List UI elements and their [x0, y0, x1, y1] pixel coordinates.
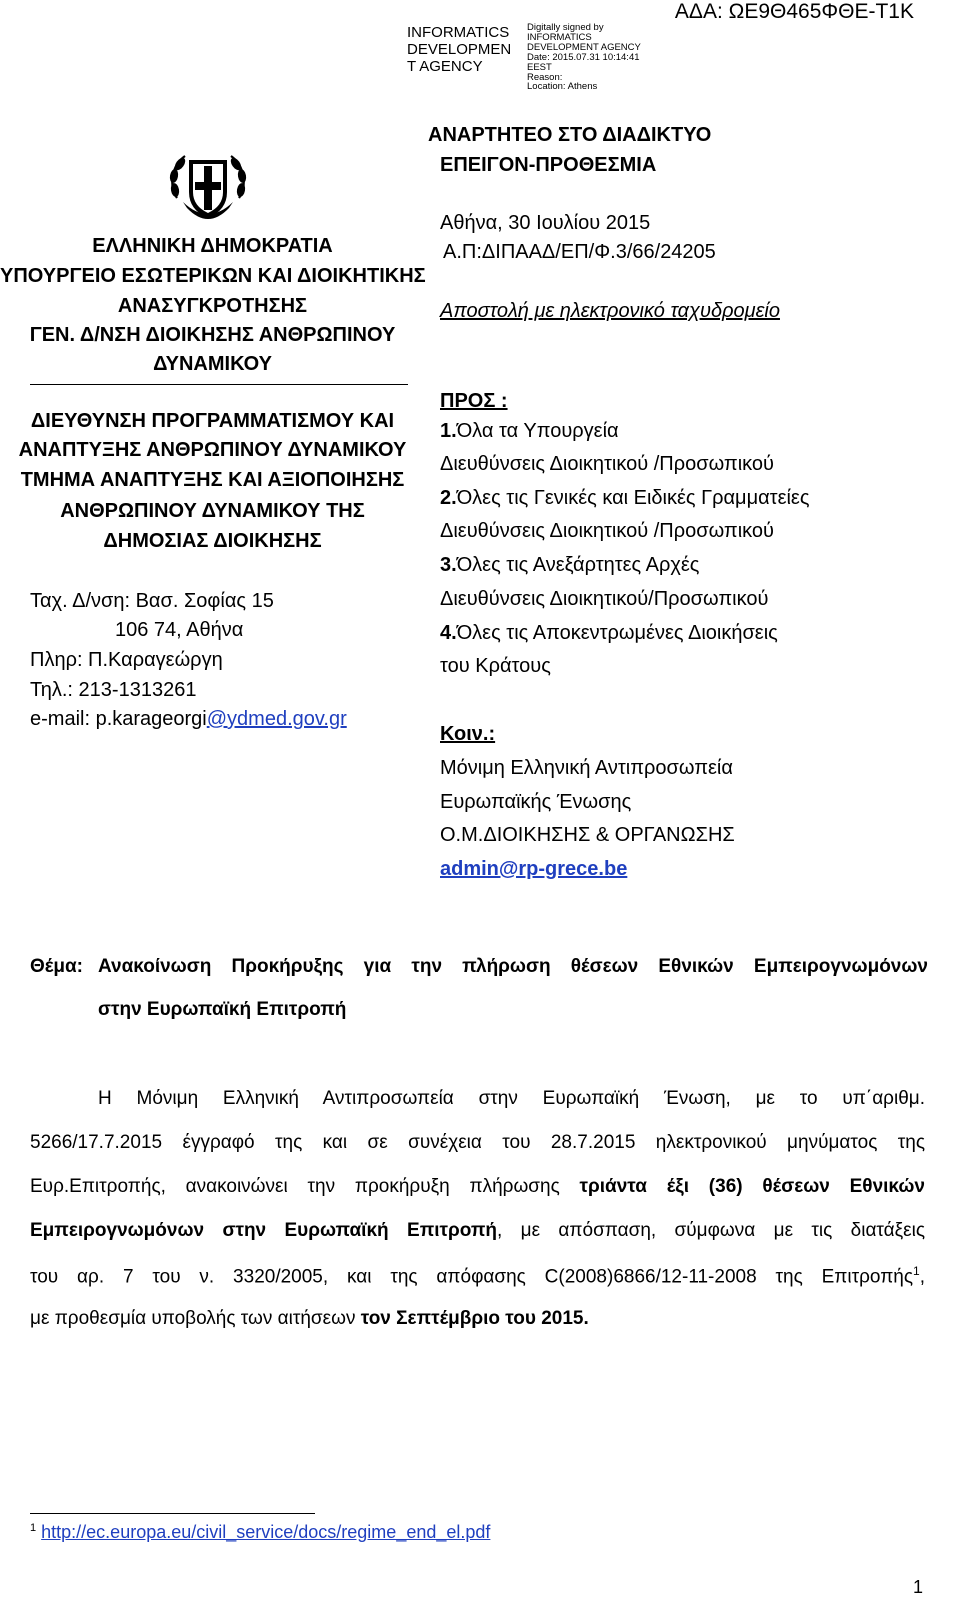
subject-line: στην Ευρωπαϊκή Επιτροπή: [98, 999, 347, 1020]
body-line: 5266/17.7.2015 έγγραφό της και σε συνέχεια του 28.7.2015 ηλεκτρονικού μηνύματος της: [30, 1132, 925, 1153]
protocol-number: Α.Π:ΔΙΠΑΑΔ/ΕΠ/Φ.3/66/24205: [443, 241, 716, 263]
signature-detail: Date: 2015.07.31 10:14:41: [527, 52, 640, 63]
email-prefix: e-mail: p.karageorgi: [30, 708, 207, 730]
list-item-detail: του Κράτους: [440, 655, 551, 677]
department-line: ΑΝΑΠΤΥΞΗΣ ΑΝΘΡΩΠΙΝΟΥ ΔΥΝΑΜΙΚΟΥ: [18, 439, 407, 461]
signature-agency-line: INFORMATICS: [407, 24, 510, 41]
footnote: [30, 1522, 490, 1543]
to-label: ΠΡΟΣ :: [440, 390, 508, 412]
footnote-ref[interactable]: 1: [913, 1264, 920, 1278]
list-item: 1.Όλα τα Υπουργεία: [440, 420, 619, 442]
signature-agency-line: DEVELOPMEN: [407, 41, 512, 58]
body-line: του αρ. 7 του ν. 3320/2005, και της απόφασης C(2008)6866/12-11-2008 της Επιτροπής$^1$,: [30, 1264, 925, 1288]
department-line: ΑΝΘΡΩΠΙΝΟΥ ΔΥΝΑΜΙΚΟΥ ΤΗΣ: [60, 500, 365, 522]
cc-label: Κοιν.:: [440, 723, 496, 745]
list-item-detail: Διευθύνσεις Διοικητικού /Προσωπικού: [440, 520, 774, 542]
body-line: Η Μόνιμη Ελληνική Αντιπροσωπεία στην Ευρωπαϊκή Ένωση, με το υπ΄αριθμ.: [98, 1088, 925, 1109]
subject-line: Ανακοίνωση Προκήρυξης για την πλήρωση θέσεων Εθνικών Εμπειρογνωμόνων: [98, 956, 928, 977]
footnote-number: 1: [30, 1522, 37, 1534]
issuer-line: ΓΕΝ. Δ/ΝΣΗ ΔΙΟΙΚΗΣΗΣ ΑΝΘΡΩΠΙΝΟΥ: [29, 324, 396, 346]
issuer-line: ΥΠΟΥΡΓΕΙΟ ΕΣΩΤΕΡΙΚΩΝ ΚΑΙ ΔΙΟΙΚΗΤΙΚΗΣ: [0, 265, 426, 287]
cc-email-link[interactable]: admin@rp-grece.be: [440, 858, 628, 880]
list-item: 2.Όλες τις Γενικές και Ειδικές Γραμματείες: [440, 487, 810, 509]
department-line: ΔΗΜΟΣΙΑΣ ΔΙΟΙΚΗΣΗΣ: [103, 530, 322, 552]
list-item: 3.Όλες τις Ανεξάρτητες Αρχές: [440, 554, 700, 576]
subject-label: Θέμα:: [30, 956, 83, 977]
department-line: ΔΙΕΥΘΥΝΣΗ ΠΡΟΓΡΑΜΜΑΤΙΣΜΟΥ ΚΑΙ: [30, 410, 395, 432]
phone: Τηλ.: 213-1313261: [30, 679, 197, 701]
footnote-divider: [30, 1513, 315, 1514]
signature-detail: EEST: [527, 62, 552, 73]
signature-detail: Location: Athens: [527, 81, 598, 92]
signature-detail: Digitally signed by: [527, 22, 604, 33]
body-line: Ευρ.Επιτροπής, ανακοινώνει την προκήρυξη πλήρωσης τριάντα έξι (36) θέσεων Εθνικών: [30, 1176, 926, 1197]
email-line: [30, 708, 347, 731]
coat-of-arms-emblem: [163, 146, 253, 231]
cc-line: Ευρωπαϊκής Ένωσης: [440, 791, 632, 813]
document-date: Αθήνα, 30 Ιουλίου 2015: [440, 212, 651, 234]
issuer-line: ΑΝΑΣΥΓΚΡΟΤΗΣΗΣ: [117, 295, 308, 317]
footnote-link[interactable]: http://ec.europa.eu/civil_service/docs/regime_end_el.pdf: [41, 1522, 491, 1542]
signature-detail: INFORMATICS: [527, 32, 592, 43]
cc-line: Ο.Μ.ΔΙΟΙΚΗΣΗΣ & ΟΡΓΑΝΩΣΗΣ: [440, 824, 735, 846]
postcode: 106 74, Αθήνα: [115, 619, 244, 641]
notice-urgent: ΕΠΕΙΓΟΝ-ΠΡΟΘΕΣΜΙΑ: [440, 154, 657, 176]
signature-detail: DEVELOPMENT AGENCY: [527, 42, 641, 53]
department-line: ΤΜΗΜΑ ΑΝΑΠΤΥΞΗΣ ΚΑΙ ΑΞΙΟΠΟΙΗΣΗΣ: [20, 469, 405, 491]
body-line: Εμπειρογνωμόνων στην Ευρωπαϊκή Επιτροπή, με απόσπαση, σύμφωνα με τις διατάξεις: [30, 1220, 925, 1241]
notice-post-online: ΑΝΑΡΤΗΤΕΟ ΣΤΟ ΔΙΑΔΙΚΤΥΟ: [428, 124, 712, 146]
ada-code: ΑΔΑ: ΩΕ9Θ465ΦΘΕ-Τ1Κ: [674, 0, 914, 23]
header-divider: [30, 384, 408, 385]
page-number: 1: [913, 1577, 924, 1597]
email-link[interactable]: @ydmed.gov.gr: [206, 708, 347, 730]
signature-agency-line: T AGENCY: [407, 58, 483, 75]
send-method: Αποστολή με ηλεκτρονικό ταχυδρομείο: [440, 300, 780, 322]
signature-detail: Reason:: [527, 72, 563, 83]
list-item-detail: Διευθύνσεις Διοικητικού/Προσωπικού: [440, 588, 769, 610]
body-line: με προθεσμία υποβολής των αιτήσεων τον Σεπτέμβριο του 2015.: [30, 1308, 589, 1329]
issuer-line: ΕΛΛΗΝΙΚΗ ΔΗΜΟΚΡΑΤΙΑ: [92, 235, 333, 257]
cc-line: Μόνιμη Ελληνική Αντιπροσωπεία: [440, 757, 733, 779]
address: Ταχ. Δ/νση: Βασ. Σοφίας 15: [30, 590, 274, 612]
list-item: 4.Όλες τις Αποκεντρωμένες Διοικήσεις: [440, 622, 778, 644]
contact-person: Πληρ: Π.Καραγεώργη: [30, 649, 223, 671]
issuer-line: ΔΥΝΑΜΙΚΟΥ: [153, 353, 272, 375]
list-item-detail: Διευθύνσεις Διοικητικού /Προσωπικού: [440, 453, 774, 475]
